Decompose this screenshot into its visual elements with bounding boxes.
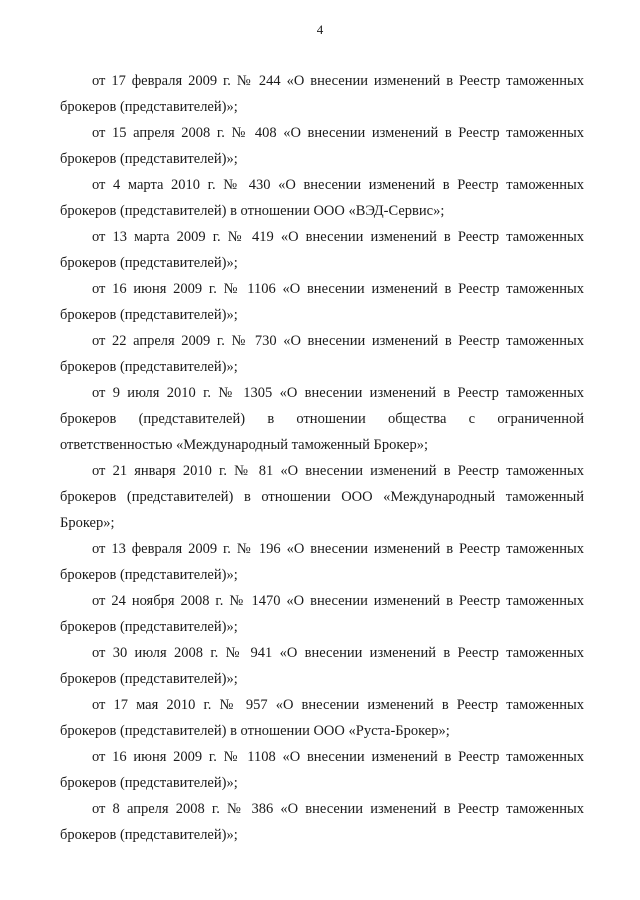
page-number: 4 [316, 22, 324, 37]
document-body [60, 68, 584, 848]
list-item: от 4 марта 2010 г. № 430 «О внесении изменений в Реестр таможенных брокеров (представителей) в отношении ООО «ВЭД-Сервис»; [60, 177, 584, 219]
list-item: от 15 апреля 2008 г. № 408 «О внесении изменений в Реестр таможенных брокеров (представителей)»; [60, 125, 584, 167]
list-item: от 17 февраля 2009 г. № 244 «О внесении изменений в Реестр таможенных брокеров (представителей)»; [60, 73, 584, 115]
list-item: от 8 апреля 2008 г. № 386 «О внесении изменений в Реестр таможенных брокеров (представителей)»; [60, 801, 584, 843]
list-item: от 22 апреля 2009 г. № 730 «О внесении изменений в Реестр таможенных брокеров (представителей)»; [60, 333, 584, 375]
list-item: от 16 июня 2009 г. № 1108 «О внесении изменений в Реестр таможенных брокеров (представителей)»; [60, 749, 584, 791]
list-item: от 30 июля 2008 г. № 941 «О внесении изменений в Реестр таможенных брокеров (представителей)»; [60, 645, 584, 687]
list-item: от 21 января 2010 г. № 81 «О внесении изменений в Реестр таможенных брокеров (представителей) в отношении ООО «Международный таможенный Брокер»; [60, 463, 584, 531]
list-item: от 17 мая 2010 г. № 957 «О внесении изменений в Реестр таможенных брокеров (представителей) в отношении ООО «Руста-Брокер»; [60, 697, 584, 739]
list-item: от 13 февраля 2009 г. № 196 «О внесении изменений в Реестр таможенных брокеров (представителей)»; [60, 541, 584, 583]
list-item: от 13 марта 2009 г. № 419 «О внесении изменений в Реестр таможенных брокеров (представителей)»; [60, 229, 584, 271]
list-item: от 9 июля 2010 г. № 1305 «О внесении изменений в Реестр таможенных брокеров (представителей) в отношении общества с ограниченной ответственностью «Международный таможенный Брокер»; [60, 385, 584, 453]
list-item: от 24 ноября 2008 г. № 1470 «О внесении изменений в Реестр таможенных брокеров (представителей)»; [60, 593, 584, 635]
list-item: от 16 июня 2009 г. № 1106 «О внесении изменений в Реестр таможенных брокеров (представителей)»; [60, 281, 584, 323]
